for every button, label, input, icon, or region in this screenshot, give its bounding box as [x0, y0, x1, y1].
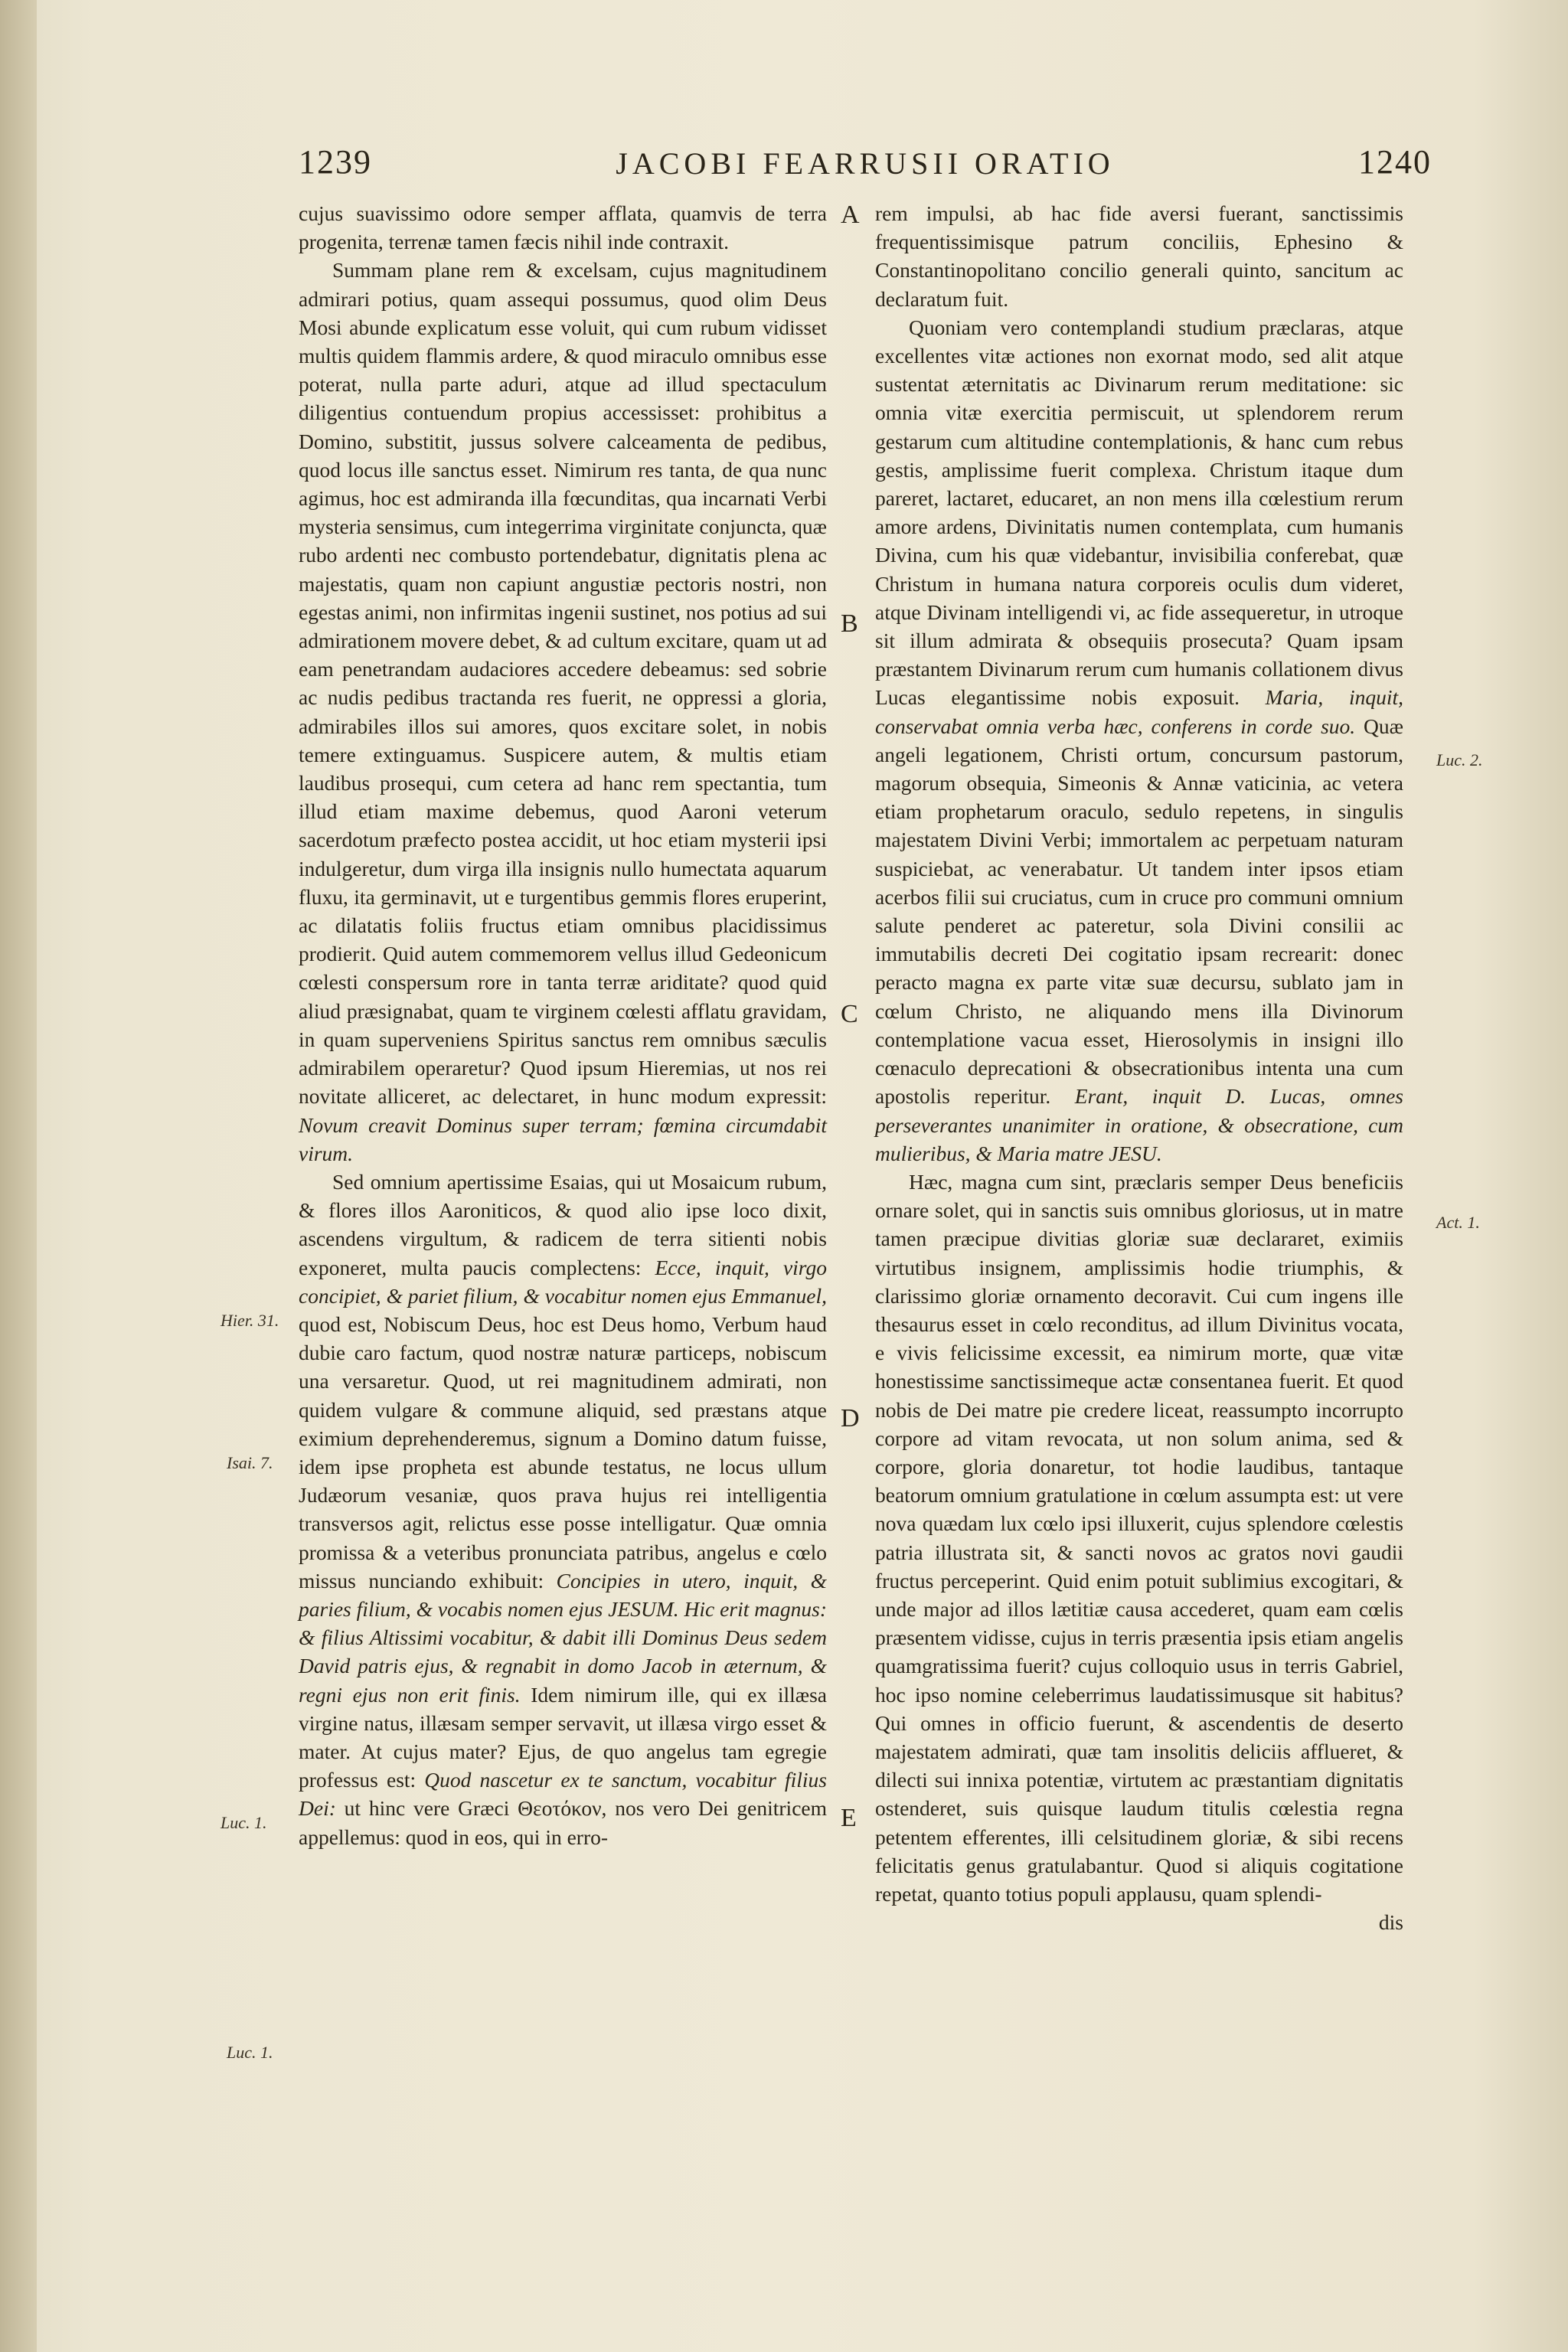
left-column: [299, 199, 827, 1851]
margin-note-isai: Isai. 7.: [227, 1453, 273, 1472]
margin-note-act-1: Act. 1.: [1436, 1213, 1480, 1232]
paragraph: rem impulsi, ab hac fide aversi fuerant, sanctissimis frequentissimisque patrum conciliis, Ephesino & Constantinopolitano concilio generali quinto, sancitum ac declaratum fuit.: [875, 201, 1403, 311]
scripture-quote: Concipies in utero, inquit, & paries filium, & vocabis nomen ejus JESUM. Hic erit magnus: & filius Altissimi vocabitur, & dabit illi Dominus Deus sedem David patris ejus, & regnabit in domo Jacob in æternum, & regni ejus non erit finis.: [299, 1568, 827, 1707]
scripture-quote: Ecce, inquit, virgo concipiet, & pariet filium, & vocabitur nomen ejus Emmanuel,: [299, 1255, 827, 1308]
paragraph: cujus suavissimo odore semper afflata, quamvis de terra progenita, terrenæ tamen fæcis nihil inde contraxit.: [299, 201, 827, 254]
scripture-quote: Maria, inquit, conservabat omnia verba hæc, conferens in corde suo.: [875, 685, 1404, 738]
catchword: dis: [1378, 1910, 1403, 1935]
page-number-left: 1239: [299, 143, 372, 181]
margin-note-luc-1a: Luc. 1.: [220, 1813, 267, 1832]
paragraph: Hæc, magna cum sint, præclaris semper Deus beneficiis ornare solet, qui in sanctis suis omnibus gloriosus, ut in matre tamen præcipue divitias gloriæ suæ declararet, eximiis virtutibus insignem, amplissimis hodie triumphis, & clarissimo gloriæ ornamento decoravit. Cui cum ingens ille thesaurus esset in cœlo reconditus, ad illum Divinitus vocata, e vivis felicissime excessit, ea nimirum morte, quæ vitæ honestissime sanctissimeque actæ consentanea fuerit. Et quod nobis de Dei matre pie credere liceat, reassumpto incorrupto corpore ad vitam revocata, ut non solum anima, sed & corpore, gloria donaretur, tot hodie laudibus, tantaque beatorum omnium gratulatione in cœlum assumpta est: ut vere nova quædam lux cœlo ipsi illuxerit, cujus splendore cœlestis patria illustrata sit, & sancti novos ac gratos novi gaudii fructus perceperint. Quid enim potuit sublimius excogitari, & unde major ad illos lætitiæ causa accederet, quam eam cœlis præsentem vidisse, cujus in terris præsentia ipsis etiam angelis quamgratissima fuerit? cujus colloquio usus in terris Gabriel, hoc ipso nomine celeberrimus laudatissimusque sit habitus? Qui omnes in officio fuerunt, & ascendentis de deserto majestatem admirati, quæ tam insolitis deliciis afflueret, & dilecti sui innixa potentiæ, virtutem ac præstantiam dignitatis ostenderet, suis quisque laudum titulis cœlestia regna petentem efferentes, illi celsitudinem gloriæ, & sibi recens felicitatis genus gratulabantur. Quod si aliquis cogitatione repetat, quanto totius populi applausu, quam splendi-: [875, 1169, 1403, 1906]
margin-note-luc-1b: Luc. 1.: [227, 2043, 273, 2062]
paragraph: Sed omnium apertissime Esaias, qui ut Mosaicum rubum, & flores illos Aaroniticos, & quod alio ipse loco dixit, ascendens virgultum, & radicem de terra sitienti nobis exponeret, multa paucis complectens: Ecce, inquit, virgo concipiet, & pariet filium, & vocabitur nomen ejus Emmanuel, quod est, Nobiscum Deus, hoc est Deus homo, Verbum haud dubie caro factum, quod nostræ naturæ particeps, nobiscum una versaretur. Quod, ut rei magnitudinem admirati, non quidem vulgare & commune aliquid, sed præstans atque eximium deprehenderemus, signum a Domino datum fuisse, idem ipse propheta est abunde testatus, ne locus ullum Judæorum vesaniæ, quos prava hujus rei intelligentia transversos agit, relictus esse posse intelligatur. Quæ omnia promissa & a veteribus pronunciata patribus, angelus e cœlo missus nunciando exhibuit: Concipies in utero, inquit, & paries filium, & vocabis nomen ejus JESUM. Hic erit magnus: & filius Altissimi vocabitur, & dabit illi Dominus Deus sedem David patris ejus, & regnabit in domo Jacob in æternum, & regni ejus non erit finis. Idem nimirum ille, qui ex illæsa virgine natus, illæsam semper servavit, ut illæsa virgo esset & mater. At cujus mater? Ejus, de quo angelus tam egregie professus est: Quod nascetur ex te sanctum, vocabitur filius Dei: ut hinc vere Græci Θεοτόκον, nos vero Dei genitricem appellemus: quod in eos, qui in erro-: [299, 1169, 827, 1849]
running-title: JACOBI FEARRUSII ORATIO: [616, 146, 1115, 181]
margin-note-luc-2: Luc. 2.: [1436, 750, 1483, 769]
section-letter-c: C: [841, 1000, 858, 1028]
page-header: [299, 142, 1432, 188]
section-letter-b: B: [841, 609, 858, 638]
section-letter-d: D: [841, 1404, 860, 1432]
page-number-right: 1240: [1358, 143, 1432, 181]
paragraph: Summam plane rem & excelsam, cujus magnitudinem admirari potius, quam assequi possumus, quod olim Deus Mosi abunde explicatum esse voluit, qui cum rubum vidisset multis quidem flammis ardere, & quod miraculo omnibus esse poterat, nulla parte aduri, atque ad illud spectaculum diligentius contuendum propius accessisset: prohibitus a Domino, substitit, jussus solvere calceamenta de pedibus, quod locus ille sanctus esset. Nimirum res tanta, de qua nunc agimus, hoc est admiranda illa fœcunditas, qua incarnati Verbi mysteria sensimus, cum integerrima virginitate conjuncta, quæ rubo ardenti nec combusto portendebatur, dignitatis plena ac majestatis, quam non capiunt angustiæ pectoris nostri, non egestas animi, non infirmitas ingenii sustinet, nos potius ad sui admirationem movere debet, & ad cultum excitare, quam ut ad eam penetrandam audaciores accedere debeamus: sed sobrie ac nudis pedibus tractanda res fuerit, ne oppressi a gloria, admirabiles illos sui amores, quos excitare solet, in nobis temere extinguamus. Suspicere autem, & multis etiam laudibus prosequi, cum cetera ad hanc rem spectantia, tum illud etiam maxime debemus, quod Aaroni veterum sacerdotum præfecto postea accidit, ut hoc etiam mysterii ipsi indulgeretur, dum virga illa insignis nullo humectata aquarum fluxu, ita germinavit, ut e turgentibus gemmis flores eruperint, ac dilatatis foliis fructus etiam omnibus placidissimus prodierit. Quid autem commemorem vellus illud Gedeonicum cœlesti conspersum rore in tanta terræ ariditate? quod quid aliud præsignabat, quam te virginem cœlesti afflatu gravidam, in quam superveniens Spiritus sanctus rem omnibus sæculis admirabilem operaretur? Quod ipsum Hieremias, ut nos rei novitate alliceret, ac delectaret, in hunc modum expressit: Novum creavit Dominus super terram; fœmina circumdabit virum.: [299, 258, 827, 1165]
scripture-quote: Quod nascetur ex te sanctum, vocabitur filius Dei:: [299, 1768, 827, 1821]
scripture-quote: Erant, inquit D. Lucas, omnes perseverantes unanimiter in oratione, & obsecratione, cum mulieribus, & Maria matre JESU.: [875, 1084, 1403, 1165]
scripture-quote: Novum creavit Dominus super terram; fœmina circumdabit virum.: [299, 1112, 827, 1165]
book-binding-edge: [0, 0, 37, 2352]
right-column: [875, 199, 1403, 1936]
section-letter-e: E: [841, 1804, 857, 1832]
paragraph: Quoniam vero contemplandi studium præclaras, atque excellentes vitæ actiones non exornat modo, sed alit atque sustentat æternitatis ac Divinarum rerum meditatione: sic omnia vitæ exercitia permiscuit, ut splendorem rerum gestarum cum altitudine contemplationis, & hanc cum rebus gestis, amplissime fuerit complexa. Christum itaque dum pareret, lactaret, educaret, an non mens illa cœlestium rerum amore ardens, Divinitatis numen contemplata, cum humanis Divina, cum his quæ videbantur, invisibilia conferebat, quæ Christum in humana natura corporeis oculis dum videret, atque Divinam intelligendi vi, ac fide assequeretur, in utroque sit illum admirata & obsequiis prosecuta? Quam ipsam præstantem Divinarum rerum cum humanis collationem divus Lucas elegantissime nobis exposuit. Maria, inquit, conservabat omnia verba hæc, conferens in corde suo. Quæ angeli legationem, Christi ortum, concursum pastorum, magorum obsequia, Simeonis & Annæ vaticinia, ac vetera etiam prophetarum oraculo, sedulo repetens, in singulis majestatem Divini Verbi; immortalem ac perpetuam naturam suspiciebat, ac venerabatur. Ut tandem inter ipsos etiam acerbos filii sui cruciatus, cum in cruce pro communi omnium salute penderet ac pateretur, sola Divini consilii ac immutabilis decreti Dei cogitatio ipsam recrearit: donec peracto magna ex parte vitæ suæ decursu, sublato jam in cœlum Christo, ne aliquando mens illa Divinorum contemplatione vacua esset, Hierosolymis in insigni illo cœnaculo deprecationi & obsecrationibus intenta una cum apostolis reperitur. Erant, inquit D. Lucas, omnes perseverantes unanimiter in oratione, & obsecratione, cum mulieribus, & Maria matre JESU.: [875, 315, 1404, 1165]
margin-note-hier: Hier. 31.: [220, 1311, 279, 1330]
section-letter-a: A: [841, 201, 860, 229]
